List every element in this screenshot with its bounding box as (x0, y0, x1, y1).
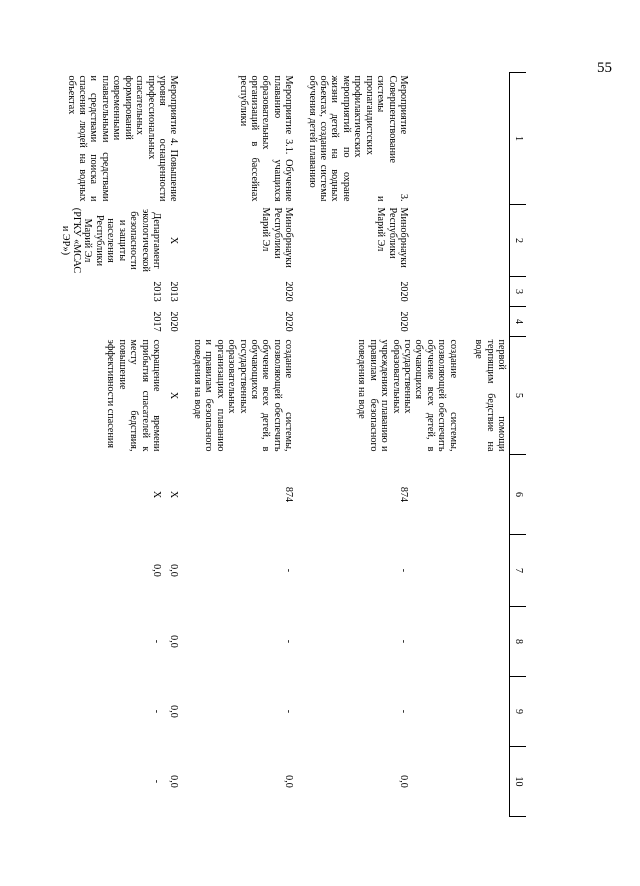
table-row (302, 73, 509, 817)
col-header-10: 10 (510, 747, 527, 817)
value-8: 0,0 (168, 635, 180, 648)
value-10: 0,0 (398, 775, 409, 788)
executor-text: Минобрнауки Республики Марий Эл (375, 207, 409, 268)
cell-val-10 (164, 747, 187, 817)
value-9: - (398, 709, 409, 714)
cell-val-10 (55, 747, 164, 817)
result-carryover-text: первой помощи терпящим бедствие на воде (473, 339, 507, 452)
cell-end-year (187, 307, 302, 337)
cell-start-year (302, 277, 509, 307)
value-9: - (283, 709, 295, 714)
value-8: - (283, 639, 295, 644)
col-header-1: 1 (510, 73, 527, 205)
cell-event (187, 73, 302, 205)
cell-indicator (187, 455, 302, 535)
cell-start-year (187, 277, 302, 307)
start-year: 2013 (150, 281, 162, 302)
col-header-3: 3 (510, 277, 527, 307)
indicator-value: X (168, 490, 180, 499)
cell-val-7 (164, 535, 187, 607)
cell-val-8 (55, 607, 164, 677)
value-7: - (283, 568, 295, 573)
value-7: 0,0 (150, 564, 162, 577)
cell-indicator (55, 455, 164, 535)
cell-end-year (164, 307, 187, 337)
result-text: создание системы, позволяющей обеспечить обучение всех детей, в обучающихся государственных образовательных учреждениях плаванию и правилам безопасного поведения на воде (356, 339, 459, 452)
indicator-value: X (150, 490, 162, 499)
cell-val-8 (187, 607, 302, 677)
cell-indicator (302, 455, 509, 535)
executor-text: Минобрнауки Республики Марий Эл (260, 207, 295, 268)
event-text: Мероприятие 4. Повышение уровня оснащенности профессиональных спасательных формирований современными плавательными средствами и средствами поиска и спасения людей на водных объектах (65, 75, 180, 202)
result-text: X (168, 391, 180, 400)
cell-event (55, 73, 187, 205)
value-10: 0,0 (283, 775, 295, 788)
col-header-9: 9 (510, 677, 527, 747)
event-text: Мероприятие 3.1. Обучение плаванию учащихся образовательных организаций в бассейнах республики (237, 75, 295, 202)
start-year: 2020 (398, 281, 409, 302)
result-text: сокращение времени прибытия спасателей к месту бедствия, повышение эффективности спасения (105, 339, 162, 452)
header-row (510, 73, 527, 817)
cell-executor (187, 205, 302, 277)
col-header-5: 5 (510, 337, 527, 455)
col-header-8: 8 (510, 607, 527, 677)
cell-val-8 (302, 607, 509, 677)
cell-val-9 (302, 677, 509, 747)
col-header-7: 7 (510, 535, 527, 607)
col-header-4: 4 (510, 307, 527, 337)
value-8: - (398, 639, 409, 644)
cell-indicator (164, 455, 187, 535)
value-10: 0,0 (168, 775, 180, 788)
value-10: - (150, 779, 162, 784)
cell-val-10 (302, 747, 509, 817)
start-year: 2013 (168, 281, 180, 302)
rotated-table-container (59, 72, 526, 816)
cell-val-7 (302, 535, 509, 607)
value-9: 0,0 (168, 705, 180, 718)
cell-executor (55, 205, 164, 277)
value-9: - (150, 709, 162, 714)
value-7: - (398, 568, 409, 573)
start-year: 2020 (283, 281, 295, 302)
cell-end-year (55, 307, 164, 337)
page-number: 55 (597, 60, 612, 76)
indicator-value: 874 (398, 486, 409, 503)
cell-executor (164, 205, 187, 277)
cell-executor (302, 205, 509, 277)
cell-val-8 (164, 607, 187, 677)
table-row (164, 73, 187, 817)
cell-result (55, 337, 164, 455)
event-text: Мероприятие 3. Совершенствование системы и пропагандистских профилактических мероприятий по охране жизни детей на водных объектах, создание системы обучения детей плаванию (306, 75, 409, 202)
cell-event (302, 73, 509, 205)
col-header-6: 6 (510, 455, 527, 535)
cell-result (302, 337, 509, 455)
cell-start-year (164, 277, 187, 307)
cell-start-year (55, 277, 164, 307)
cell-val-10 (187, 747, 302, 817)
executor-text: X (168, 236, 180, 245)
cell-result (187, 337, 302, 455)
cell-val-9 (164, 677, 187, 747)
cell-val-9 (187, 677, 302, 747)
value-7: 0,0 (168, 564, 180, 577)
end-year: 2020 (283, 311, 295, 332)
cell-val-7 (55, 535, 164, 607)
end-year: 2020 (168, 311, 180, 332)
cell-val-9 (55, 677, 164, 747)
end-year: 2020 (398, 311, 409, 332)
cell-val-7 (187, 535, 302, 607)
cell-result (164, 337, 187, 455)
result-text: создание системы, позволяющей обеспечить обучение всех детей, в обучающихся государственных образовательных организациях плаванию и правилам безопасного поведения на воде (191, 339, 295, 452)
program-table (55, 72, 526, 817)
col-header-2: 2 (510, 205, 527, 277)
executor-text: Департамент экологической безопасности и защиты населения Республики Марий Эл (РГКУ «МСАС и ЭР») (59, 207, 162, 274)
cell-end-year (302, 307, 509, 337)
table-row (187, 73, 302, 817)
end-year: 2017 (150, 311, 162, 332)
value-8: - (150, 639, 162, 644)
indicator-value: 874 (283, 486, 295, 503)
